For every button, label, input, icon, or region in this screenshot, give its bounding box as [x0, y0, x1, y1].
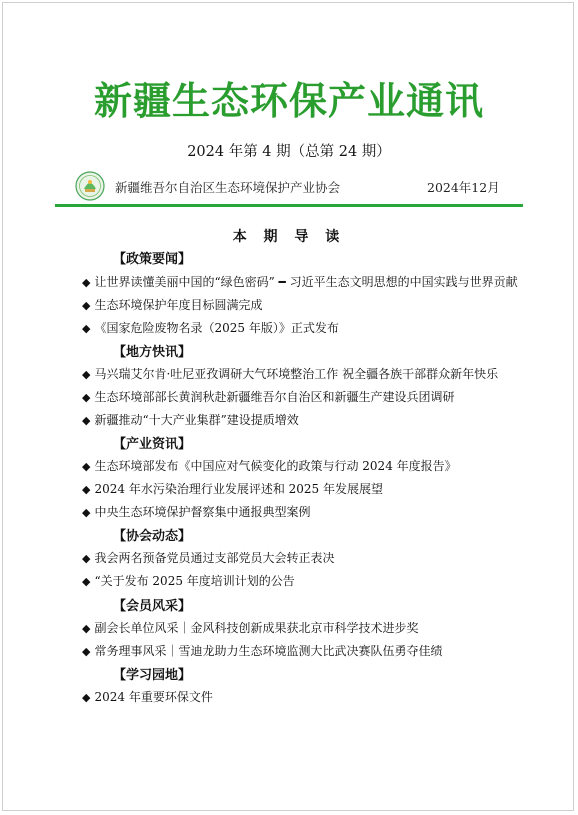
toc-item-text: 2024 年水污染治理行业发展评述和 2025 年发展展望: [94, 482, 383, 496]
toc-item-text: 我会两名预备党员通过支部党员大会转正表决: [94, 551, 335, 565]
toc-item[interactable]: [82, 503, 310, 520]
toc-item[interactable]: [82, 572, 295, 589]
toc-item[interactable]: [82, 549, 334, 566]
diamond-bullet-icon: ◆: [82, 575, 91, 588]
diamond-bullet-icon: ◆: [82, 691, 91, 704]
toc-item-text: 副会长单位风采｜金风科技创新成果获北京市科学技术进步奖: [94, 621, 419, 635]
toc-item[interactable]: [82, 642, 442, 659]
diamond-bullet-icon: ◆: [82, 483, 91, 496]
diamond-bullet-icon: ◆: [82, 622, 91, 635]
section-policy-news: 【政策要闻】: [113, 252, 192, 267]
newsletter-title: 新疆生态环保产业通讯: [93, 79, 484, 123]
diamond-bullet-icon: ◆: [82, 460, 91, 473]
toc-item-text: 新疆推动“十大产业集群”建设提质增效: [94, 413, 299, 427]
toc-item[interactable]: [82, 411, 299, 428]
toc-item[interactable]: [82, 319, 339, 336]
publisher-row: [75, 170, 525, 202]
publication-date: 2024年12月: [427, 180, 500, 195]
toc-item-text: 生态环境保护年度目标圆满完成: [94, 298, 263, 312]
toc-heading: 本 期 导 读: [232, 229, 346, 245]
diamond-bullet-icon: ◆: [82, 276, 91, 289]
toc-item[interactable]: [82, 688, 213, 705]
toc-item-text: 生态环境部部长黄润秋赴新疆维吾尔自治区和新疆生产建设兵团调研: [94, 390, 455, 404]
diamond-bullet-icon: ◆: [82, 391, 91, 404]
toc-item[interactable]: [82, 480, 383, 497]
diamond-bullet-icon: ◆: [82, 368, 91, 381]
toc-item-text: 中央生态环境保护督察集中通报典型案例: [94, 505, 311, 519]
toc-item[interactable]: [82, 457, 457, 474]
header-divider: [55, 204, 523, 207]
toc-item-text: 2024 年重要环保文件: [94, 690, 213, 704]
association-name: 新疆维吾尔自治区生态环境保护产业协会: [115, 180, 341, 195]
toc-item[interactable]: [82, 619, 418, 636]
section-member-showcase: 【会员风采】: [113, 599, 192, 614]
diamond-bullet-icon: ◆: [82, 322, 91, 335]
toc-item-text: “关于发布 2025 年度培训计划的公告: [94, 574, 295, 588]
issue-number: 2024 年第 4 期（总第 24 期）: [187, 144, 391, 160]
toc-item[interactable]: [82, 388, 454, 405]
diamond-bullet-icon: ◆: [82, 645, 91, 658]
toc-item-text: 让世界读懂美丽中国的“绿色密码” ━ 习近平生态文明思想的中国实践与世界贡献: [94, 275, 518, 289]
toc-item-text: 常务理事风采｜雪迪龙助力生态环境监测大比武决赛队伍勇夺佳绩: [94, 644, 443, 658]
association-logo-icon: [75, 171, 105, 201]
diamond-bullet-icon: ◆: [82, 414, 91, 427]
toc-item[interactable]: [82, 273, 518, 290]
diamond-bullet-icon: ◆: [82, 552, 91, 565]
section-industry-news: 【产业资讯】: [113, 437, 192, 452]
section-local-news: 【地方快讯】: [113, 345, 192, 360]
toc-item[interactable]: [82, 296, 262, 313]
section-study-corner: 【学习园地】: [113, 668, 192, 683]
section-association-news: 【协会动态】: [113, 529, 192, 544]
toc-item-text: 生态环境部发布《中国应对气候变化的政策与行动 2024 年度报告》: [94, 459, 457, 473]
diamond-bullet-icon: ◆: [82, 299, 91, 312]
diamond-bullet-icon: ◆: [82, 506, 91, 519]
toc-item[interactable]: [82, 365, 498, 382]
toc-item-text: 马兴瑞艾尔肯·吐尼亚孜调研大气环境整治工作 祝全疆各族干部群众新年快乐: [94, 367, 499, 381]
toc-item-text: 《国家危险废物名录（2025 年版）》正式发布: [94, 321, 339, 335]
